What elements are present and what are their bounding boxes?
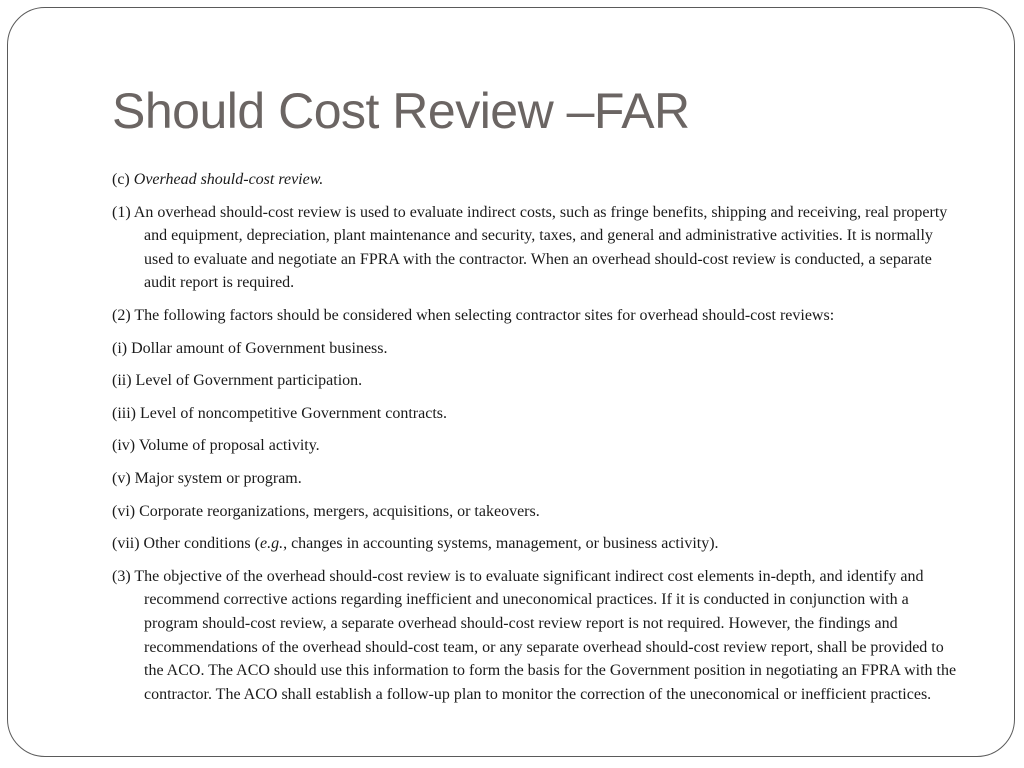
factor-v: (v) Major system or program. [112, 469, 302, 487]
paragraph-1: (1) An overhead should-cost review is used to evaluate indirect costs, such as fringe benefits, shipping and receiving, real property and equipment, depreciation, plant maintenance and security, taxes, and general and administrative activities. It is normally used to evaluate and negotiate an FPRA with the contractor. When an overhead should-cost review is conducted, a separate audit report is required. [112, 203, 948, 292]
paragraph-3: (3) The objective of the overhead should-cost review is to evaluate significant indirect cost elements in-depth, and identify and recommend corrective actions regarding inefficient and uneconomical practices. If it is conducted in conjunction with a program should-cost review, a separate overhead should-cost review report is not required. However, the findings and recommendations of the overhead should-cost team, or any separate overhead should-cost review report, shall be provided to the ACO. The ACO should use this information to form the basis for the Government position in negotiating an FPRA with the contractor. The ACO shall establish a follow-up plan to monitor the correction of the uneconomical or inefficient practices. [112, 567, 957, 703]
factor-i: (i) Dollar amount of Government business. [112, 339, 388, 357]
paragraph-c-italic: Overhead should-cost review. [133, 171, 324, 188]
paragraph-2: (2) The following factors should be considered when selecting contractor sites for overhead should-cost reviews: [112, 306, 835, 324]
factor-vii-prefix: (vii) Other conditions ( [112, 535, 260, 553]
factor-vii-suffix: , changes in accounting systems, management, or business activity). [283, 535, 719, 553]
factor-iii: (iii) Level of noncompetitive Government contracts. [112, 404, 447, 422]
paragraph-c-prefix: (c) [112, 171, 134, 188]
paragraph-c [112, 168, 962, 192]
slide-title: Should Cost Review –FAR [112, 83, 690, 139]
factor-vii [112, 532, 962, 556]
factor-vii-italic: e.g. [259, 535, 284, 553]
slide-body [112, 168, 962, 715]
factor-vi: (vi) Corporate reorganizations, mergers, acquisitions, or takeovers. [112, 502, 540, 520]
factor-ii: (ii) Level of Government participation. [112, 372, 363, 390]
factor-iv: (iv) Volume of proposal activity. [112, 437, 320, 455]
